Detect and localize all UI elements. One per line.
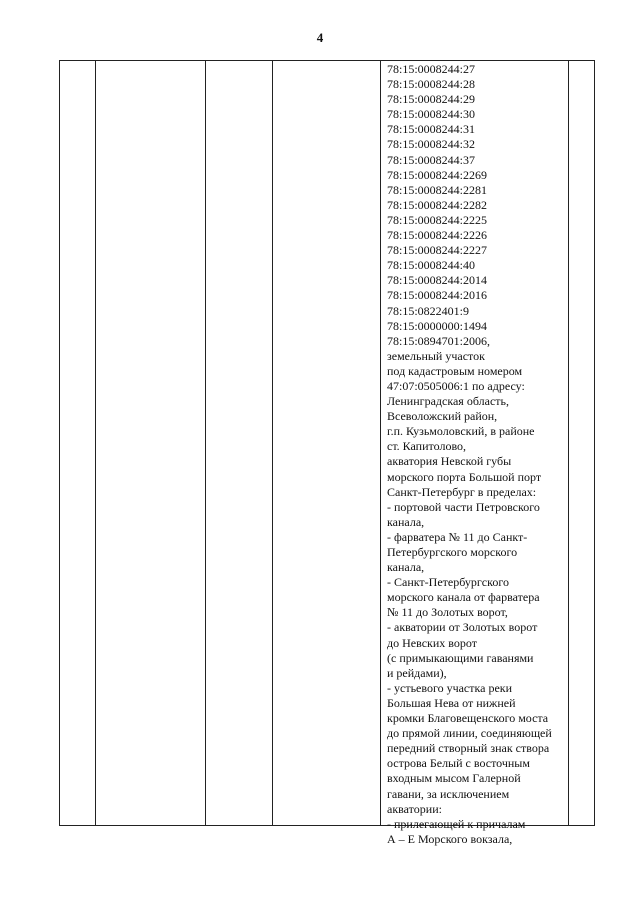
cell-text-line: канала, [387, 560, 425, 575]
cell-text-line: ст. Капитолово, [387, 439, 467, 454]
cell-text-line: - фарватера № 11 до Санкт- [387, 529, 528, 544]
cell-text-line: - акватории от Золотых ворот [387, 620, 538, 635]
cell-text-line: 78:15:0008244:27 [387, 62, 476, 76]
cell-text-line: акватории: [387, 801, 442, 816]
cell-text-line: г.п. Кузьмоловский, в районе [387, 424, 535, 439]
cell-text-line: и рейдами), [387, 665, 447, 680]
cell-text-line: - прилегающей к причалам [387, 816, 526, 831]
cell-text-line: 78:15:0822401:9 [387, 303, 470, 318]
cell-text-line: 78:15:0008244:2281 [387, 182, 488, 197]
cell-text-line: - устьевого участка реки [387, 680, 513, 695]
cell-text-line: земельный участок [387, 348, 485, 363]
cell-text-line: 78:15:0894701:2006, [387, 333, 491, 348]
cell-text-line: Петербургского морского [387, 545, 518, 559]
cell-text-line: 78:15:0008244:2269 [387, 167, 488, 182]
column-divider [95, 61, 96, 825]
table-cell-description [384, 61, 573, 847]
cell-text-line: кромки Благовещенского моста [387, 711, 549, 726]
cell-text-line: А – Е Морского вокзала, [387, 831, 513, 846]
cell-text-line: под кадастровым номером [387, 363, 523, 378]
cell-text-line: 78:15:0008244:30 [387, 107, 476, 122]
page-number: 4 [316, 30, 324, 45]
cell-text-line: 78:15:0008244:2225 [387, 212, 488, 227]
cell-text-line: канала, [387, 514, 425, 529]
cell-text-line: морского канала от фарватера [387, 590, 540, 605]
cell-text-line: морского порта Большой порт [387, 469, 542, 484]
cell-text-line: - Санкт-Петербургского [387, 575, 509, 590]
cell-text-line: 78:15:0008244:2282 [387, 197, 488, 212]
cell-text-line: 78:15:0008244:29 [387, 92, 476, 107]
cell-text-line: 78:15:0008244:31 [387, 122, 476, 137]
cell-text-line: 47:07:0505006:1 по адресу: [387, 378, 525, 393]
cell-text-line: Санкт-Петербург в пределах: [387, 484, 537, 499]
cell-text-line: - портовой части Петровского [387, 499, 540, 514]
cell-text-line: (с примыкающими гаванями [387, 650, 534, 665]
cell-text-line: 78:15:0008244:37 [387, 152, 476, 167]
cell-text-line: № 11 до Золотых ворот, [387, 605, 508, 620]
cell-text-line: 78:15:0008244:32 [387, 137, 476, 152]
cell-text-line: до Невских ворот [387, 635, 477, 650]
column-divider [380, 61, 381, 825]
cell-text-line: 78:15:0008244:2014 [387, 273, 488, 288]
cell-text-line: 78:15:0008244:2227 [387, 243, 488, 258]
cell-text-line: 78:15:0008244:2016 [387, 288, 488, 303]
column-divider [205, 61, 206, 825]
cell-text-line: 78:15:0008244:40 [387, 258, 476, 273]
cell-text-line: 78:15:0008244:28 [387, 77, 476, 92]
cell-text-line: Большая Нева от нижней [387, 695, 516, 710]
cell-text-line: острова Белый с восточным [387, 756, 530, 771]
document-table [59, 60, 595, 846]
cell-text-line: акватория Невской губы [387, 454, 512, 469]
column-divider [272, 61, 273, 825]
cell-text-line: передний створный знак створа [387, 741, 550, 756]
cell-text-line: Ленинградская область, [387, 394, 509, 409]
cell-text-line: до прямой линии, соединяющей [387, 726, 552, 741]
cell-text-line: гавани, за исключением [387, 786, 510, 801]
cell-text-line: входным мысом Галерной [387, 771, 521, 786]
cell-text-line: Всеволожский район, [387, 409, 498, 424]
cell-text-line: 78:15:0000000:1494 [387, 318, 488, 333]
cell-text-line: 78:15:0008244:2226 [387, 228, 488, 243]
